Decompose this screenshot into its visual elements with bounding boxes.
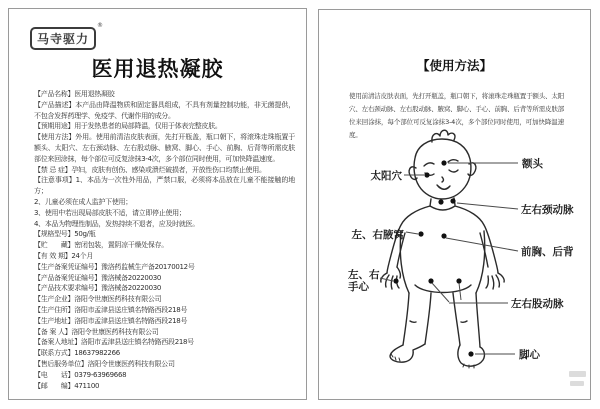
dot-forehead	[441, 160, 446, 165]
label-palm-line2: 手心	[348, 281, 369, 293]
leader-carotid	[457, 203, 518, 209]
dot-femoral-right	[456, 278, 461, 283]
baby-hand-right	[486, 273, 504, 289]
label-armpit: 左、右腋窝	[351, 229, 404, 241]
baby-torso-right	[476, 231, 485, 293]
baby-knee-marks	[410, 321, 467, 322]
diagram-labels	[348, 157, 574, 361]
dot-temple	[424, 172, 429, 177]
label-temple: 太阳穴	[370, 170, 402, 182]
label-carotid: 左右颈动脉	[521, 204, 574, 216]
spec-entry: 【预期用途】用于发热患者的局部降温，仅用于体表完整皮肤。	[34, 122, 222, 131]
spec-entry: 【生产备案凭证编号】豫洛药监械生产备20170012号	[34, 262, 195, 271]
baby-leg-left-inner	[425, 293, 431, 344]
trademark-icon: ®	[97, 22, 104, 29]
spec-entries	[34, 89, 295, 391]
spec-entry: 【电 话】0379-63969668	[34, 370, 127, 379]
label-palm-line1: 左、右	[348, 269, 380, 281]
dot-femoral-left	[428, 278, 433, 283]
dot-armpit	[418, 231, 423, 236]
baby-ear-right	[468, 163, 476, 176]
page-title: 医用退热凝胶	[91, 57, 224, 81]
baby-eyebrow-left	[424, 163, 434, 166]
label-forehead: 额头	[522, 158, 543, 170]
spec-entry: 【生产住所】洛阳市孟津县送庄镇名特路西段218号	[34, 305, 188, 314]
spec-entry: 【禁 忌 症】孕妇，皮肤有创伤、感染或溃烂破损者，开放性伤口均禁止使用。	[34, 165, 266, 174]
baby-head	[414, 139, 471, 199]
spec-entry: 【备 案 人】洛阳令世康医药科技有限公司	[34, 327, 159, 336]
spec-entry: 【产品技术要求编号】豫洛械备20220030	[34, 284, 162, 293]
baby-leg-right-outer	[476, 293, 480, 347]
baby-hip-curve	[415, 285, 471, 293]
baby-figure	[381, 130, 504, 368]
spec-entry: 【生产企业】洛阳令世康医药科技有限公司	[34, 295, 162, 304]
label-femoral: 左右股动脉	[511, 298, 564, 310]
dot-palm	[393, 278, 398, 283]
baby-hand-left	[381, 267, 401, 289]
leader-armpit	[406, 232, 418, 234]
baby-nose	[442, 177, 444, 182]
watermark	[570, 381, 584, 386]
label-chest-back: 前胸、后背	[521, 246, 574, 258]
spec-entry: 【售后服务单位】洛阳令世康医药科技有限公司	[34, 359, 175, 368]
spec-entry: 【邮 编】471100	[34, 381, 100, 390]
dot-carotid-right	[450, 198, 455, 203]
baby-eyebrow-right	[448, 160, 458, 162]
brand-logo	[30, 22, 104, 50]
spec-entry: 3、使用中若出现局部皮肤不适，请立即停止使用；	[34, 208, 186, 217]
spec-entry: 4、本品为物理性制品，发热持续不退者，应及时就医。	[34, 219, 199, 228]
spec-entry: 【产品备案凭证编号】豫洛械备20220030	[34, 273, 162, 282]
spec-entry: 【使用方法】外用。使用前清洁皮肤表面，先打开瓶盖，瓶口朝下，将滚珠走珠瓶置于额头、太阳穴、左右颈动脉、左右股动脉、腋窝、脚心、手心、前胸、后背等所需皮肤部位来回涂抹，每个部位可反复涂抹3-4次，多个部位同时使用，可加快降温速度。	[34, 133, 295, 163]
baby-leg-right-inner	[453, 293, 460, 345]
spec-entry: 【备案人地址】洛阳市孟津县送庄镇名特路西段218号	[34, 338, 194, 347]
spec-entry: 【注意事项】1、本品为一次性外用品，严禁口服，必须将本品放在儿童不能接触的地方；	[34, 176, 295, 196]
baby-body-diagram	[319, 129, 592, 401]
usage-section-title: 【使用方法】	[416, 58, 492, 73]
label-sole: 脚心	[519, 349, 540, 361]
spec-entry: 【贮 藏】密闭包装，置阴凉干燥处保存。	[34, 241, 168, 250]
left-page	[8, 8, 307, 400]
baby-foot-left	[390, 344, 425, 362]
watermark	[569, 371, 586, 377]
baby-eye-right	[449, 170, 458, 172]
spec-entry: 【有 效 期】24个月	[34, 251, 94, 260]
baby-collar	[430, 206, 455, 210]
spec-entry: 【生产地址】洛阳市孟津县送庄镇名特路西段218号	[34, 316, 188, 325]
right-page	[318, 9, 591, 400]
spec-entry: 【产品描述】本产品由降温物质和固定器具组成，不具有剂量控制功能，非无菌提供，不包含发挥药理学、免疫学、代谢作用的成分。	[34, 100, 295, 120]
spec-entry: 2、儿童必须在成人监护下使用；	[34, 197, 132, 206]
spec-entry: 【产品名称】医用退热凝胶	[34, 90, 115, 98]
baby-mouth	[437, 185, 450, 189]
usage-paragraph: 使用前清洁皮肤表面，先打开瓶盖，瓶口朝下，将滚珠走珠瓶置于额头、太阳穴、左右颈动脉、左右股动脉、腋窝、脚心、手心、前胸、后背等所需皮肤部位来回涂抹，每个部位可反复涂抹3-4次，多个部位同时使用，可加快降温速度。	[349, 92, 564, 139]
dot-chest	[441, 233, 446, 238]
spec-entry: 【规格型号】50g/瓶	[34, 230, 96, 239]
baby-arm-right-outer	[455, 206, 498, 273]
dot-sole	[468, 351, 473, 356]
spec-entry: 【联系方式】18637982266	[34, 349, 120, 358]
brand-logo-text: 马寺驱力	[30, 27, 96, 50]
dot-carotid-left	[438, 199, 443, 204]
baby-leg-left-outer	[403, 293, 409, 345]
